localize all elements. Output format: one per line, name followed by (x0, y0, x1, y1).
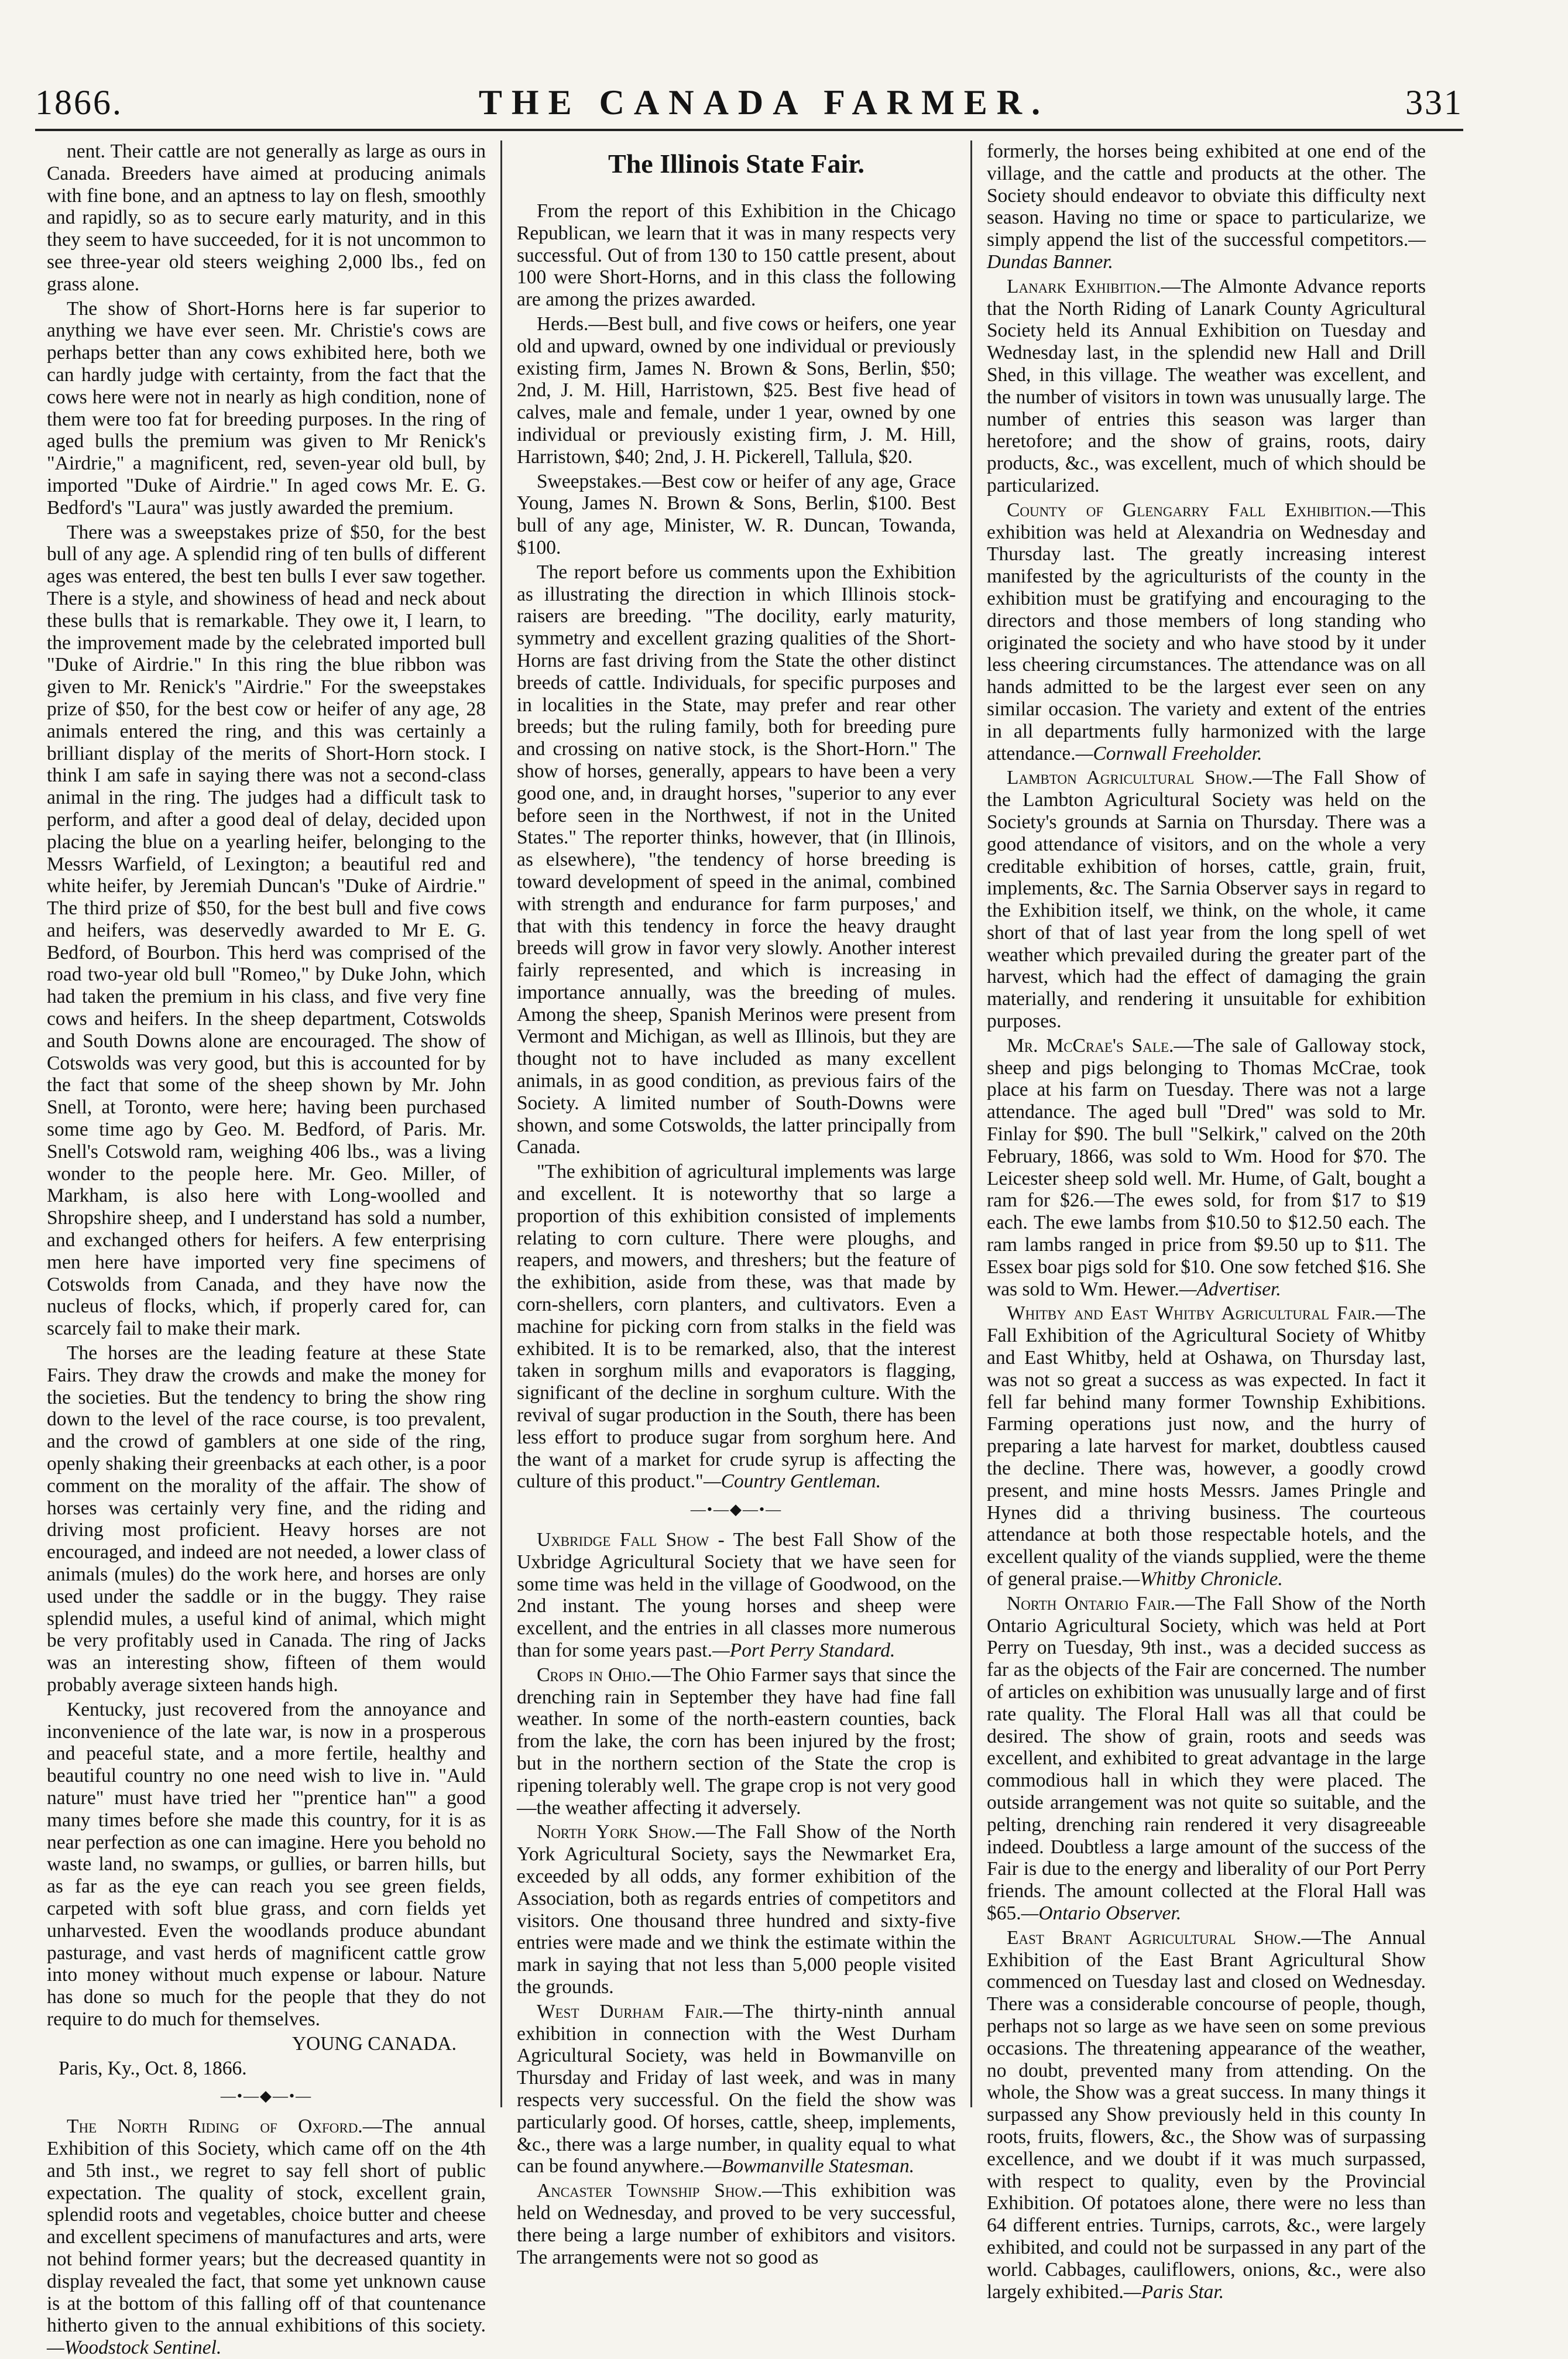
dateline: Paris, Ky., Oct. 8, 1866. (59, 2057, 247, 2079)
item-head: Mr. McCrae's Sale. (1007, 1034, 1174, 1057)
item-head: West Durham Fair. (537, 2000, 723, 2022)
news-item (517, 1821, 956, 1998)
paragraph: nent. Their cattle are not generally as large as ours in Canada. Breeders have aimed at producing animals with fine bone, and an aptness to lay on flesh, smoothly and rapidly, so as to secure early maturity, and in this they seem to have succeeded, for it is not uncommon to see three-year old steers weighing 2,000 lbs., fed on grass alone. (47, 140, 486, 295)
item-head: County of Glengarry Fall Exhibition. (1007, 499, 1371, 521)
item-body: —This exhibition was held at Alexandria on Wednesday and Thursday last. The greatly increasing interest manifested by the agriculturists of the county in the exhibition must be gratifying and encouraging to the directors and those members of long standing who originated the society and who have stood by it under less cheering circumstances. The attendance was on all hands admitted to be the largest ever seen on any similar occasion. The variety and extent of the entries in all departments fully harmonized with the large attendance. (987, 499, 1426, 764)
news-item (517, 2180, 956, 2268)
item-source: —Ontario Observer. (1021, 1902, 1182, 1924)
item-source: —Bowmanville Statesman. (704, 2155, 915, 2178)
item-body: formerly, the horses being exhibited at one end of the village, and the cattle and products at the other. The Society should endeavor to obviate this difficulty next season. Having no time or space to particularize, we simply append the list of the successful competitors. (987, 140, 1426, 251)
page-number: 331 (1405, 83, 1463, 122)
item-head: North Ontario Fair. (1007, 1592, 1176, 1614)
paragraph: The report before us comments upon the Exhibition as illustrating the direction in which Illinois stock-raisers are breeding. "The docility, early maturity, symmetry and excellent grazing qualities of the Short-Horns are fast driving from the State the other distinct breeds of cattle. Individuals, for specific purposes and in localities in the State, may prefer and rear other breeds; but the ruling family, both for breeding pure and crossing on native stock, is the Short-Horn." The show of horses, generally, appears to have been a very good one, and, in draught horses, "superior to any ever before seen in the Northwest, if not in the United States." The reporter thinks, however, that (in Illinois, as elsewhere), "the tendency of horse breeding is toward development of speed in the animal, combined with strength and endurance for farm purposes,' and that with this tendency in force the heavy draught breeds will grow in favor very slowly. Another interest fairly represented, and which is increasing in importance annually, was the breeding of mules. Among the sheep, Spanish Merinos were present from Vermont and Michigan, as well as Illinois, but they are thought not to have included as many excellent animals, in as good condition, as previous fairs of the Society. A limited number of South-Downs were shown, and some Cotswolds, the latter principally from Canada. (517, 561, 956, 1158)
paragraph: The show of Short-Horns here is far superior to anything we have ever seen. Mr. Christie's cows are perhaps better than any cows exhibited here, both we can hardly judge with certainty, from the fact that the cows here were not in nearly as high condition, none of them were too fat for breeding purposes. In the ring of aged bulls the premium was given to Mr Renick's "Airdrie," a magnificent, red, seven-year old bull, by imported "Duke of Airdrie." In aged cows Mr. E. G. Bedford's "Laura" was justly awarded the premium. (47, 297, 486, 519)
item-body: —The Fall Show of the Lambton Agricultural Society was held on the Society's grounds at Sarnia on Thursday. There was a good attendance of visitors, and on the whole a very creditable exhibition of horses, cattle, grain, fruit, implements, &c. The Sarnia Observer says in regard to the Exhibition itself, we think, on the whole, it came short of that of last year from the long spell of wet weather which prevailed during the greater part of the harvest, which had the effect of damaging the grain materially, and rendering it unsuitable for exhibition purposes. (987, 767, 1426, 1033)
item-body: —This exhibition was held on Wednesday, and proved to be very successful, there being a large number of exhibitors and visitors. The arrangements were not so good as (517, 2180, 956, 2268)
news-item (987, 1035, 1426, 1301)
item-body: —The Almonte Advance reports that the North Riding of Lanark County Agricultural Society held its Annual Exhibition on Tuesday and Wednesday last, in the splendid new Hall and Drill Shed, in this village. The weather was excellent, and the number of visitors in town was unusually large. The number of entries this season was larger than heretofore; and the show of grains, roots, dairy products, &c., was excellent, much of which should be particularized. (987, 275, 1426, 496)
paragraph: The horses are the leading feature at these State Fairs. They draw the crowds and make the money for the societies. But the tendency to bring the show ring down to the level of the race course, is too prevalent, and the crowd of gamblers at one side of the ring, openly shaking their greenbacks at each other, is a poor comment on the morality of the affair. The show of horses was certainly very fine, and the riding and driving most proficient. Heavy horses are not encouraged, and indeed are not needed, a lower class of animals (mules) do the work here, and horses are only used under the saddle or in the buggy. They raise splendid mules, a useful kind of animal, which might be very profitably used in Canada. The ring of Jacks was an interesting show, fifteen of them would probably average sixteen hands high. (47, 1342, 486, 1696)
ornament-divider: —•—◆—•— (220, 2087, 313, 2105)
item-head: Lanark Exhibition. (1007, 275, 1161, 297)
news-item (987, 1593, 1426, 1925)
column-3 (975, 140, 1437, 2303)
column-rule (500, 140, 502, 2107)
columns (35, 140, 1463, 2359)
signature: YOUNG CANADA. (291, 2032, 457, 2055)
item-head: Lambton Agricultural Show. (1007, 767, 1253, 789)
item-head: Ancaster Township Show. (537, 2180, 763, 2202)
news-item (987, 499, 1426, 765)
item-source: —Dundas Banner. (987, 229, 1426, 273)
masthead-title: THE CANADA FARMER. (478, 83, 1050, 122)
paragraph (517, 1161, 956, 1493)
paragraph-text: "The exhibition of agricultural implements was large and excellent. It is noteworthy that so large a proportion of this exhibition consisted of implements relating to corn culture. There were ploughs, and reapers, and mowers, and threshers; but the feature of the exhibition, aside from these, was that made by corn-shellers, corn planters, and cultivators. Even a machine for picking corn from stalks in the field was exhibited. It is to be remarked, also, that the interest taken in sorghum mills and evaporators is flagging, significant of the decline in sorghum culture. With the revival of sugar production in the South, there has been less effort to produce sugar from sorghum here. And the want of a market for crude syrup is affecting the culture of this product." (517, 1161, 956, 1493)
news-item (987, 140, 1426, 273)
column-2 (505, 140, 967, 2268)
item-body: —The sale of Galloway stock, sheep and pigs belonging to Thomas McCrae, took place at his farm on Tuesday. There was not a large attendance. The aged bull "Dred" was sold to Mr. Finlay for $90. The bull "Selkirk," calved on the 20th February, 1866, was sold to Wm. Hood for $70. The Leicester sheep sold well. Mr. Hume, of Galt, bought a ram for $26.—The ewes sold, for from $17 to $19 each. The ewe lambs from $10.50 to $12.50 each. The ram lambs ranged in price from $9.50 up to $11. The Essex boar pigs sold for $10. One sow fetched $16. She was sold to Wm. Hewer. (987, 1034, 1426, 1300)
item-body: —The Fall Show of the North Ontario Agricultural Society, which was held at Port Perry on Tuesday, 9th inst., was a decided success as far as the objects of the Fair are concerned. The number of articles on exhibition was unusually large and of first rate quality. The Floral Hall was all that could be desired. The show of grain, roots and seeds was excellent, and exhibited to great advantage in the large commodious hall in which they were placed. The outside arrangement was not quite so suitable, and the pelting, drenching rain rendered it very disagreeable indeed. Doubtless a large amount of the success of the Fair is due to the energy and liberality of our Port Perry friends. The amount collected at the Floral Hall was $65. (987, 1592, 1426, 1924)
item-head: Crops in Ohio. (537, 1664, 651, 1686)
item-source: —Cornwall Freeholder. (1075, 742, 1262, 764)
item-head: Whitby and East Whitby Agricultural Fair. (1007, 1302, 1376, 1325)
paragraph: Sweepstakes.—Best cow or heifer of any age, Grace Young, James N. Brown & Sons, Berlin, $100. Best bull of any age, Minister, W. R. Duncan, Towanda, $100. (517, 470, 956, 558)
masthead-year: 1866. (35, 83, 123, 122)
news-item (517, 2001, 956, 2178)
column-1 (35, 140, 497, 2359)
item-head: Uxbridge Fall Show (537, 1529, 709, 1551)
paragraph: There was a sweepstakes prize of $50, for the best bull of any age. A splendid ring of ten bulls of different ages was entered, the best ten bulls I ever saw together. There is a style, and showiness of head and neck about these bulls that is remarkable. They owe it, I learn, to the improvement made by the celebrated imported bull "Duke of Airdrie." In this ring the blue ribbon was given to Mr. Renick's "Airdrie." For the sweepstakes prize of $50, for the best cow or heifer of any age, 28 animals entered the ring, and this was certainly a brilliant display of the merits of Short-Horn stock. I think I am safe in saying there was not a second-class animal in the ring. The judges had a difficult task to perform, and after a good deal of delay, decided upon placing the blue on a yearling heifer, belonging to the Messrs Warfield, of Lexington; a beautiful red and white heifer, by Jeremiah Duncan's "Duke of Airdrie." The third prize of $50, for the best bull and five cows and heifers, was deservedly awarded to Mr E. G. Bedford, of Bourbon. This herd was comprised of the road two-year old bull "Romeo," by Duke John, which had taken the premium in his class, and five very fine cows and heifers. In the sheep department, Cotswolds and South Downs alone are encouraged. The show of Cotswolds was very good, but this is accounted for by the fact that some of the sheep shown by Mr. John Snell, at Toronto, were here; having been purchased some time ago by Geo. M. Bedford, of Paris. Mr. Snell's Cotswold ram, weighing 406 lbs., was a living wonder to the people here. Mr. Geo. Miller, of Markham, is also here with Long-woolled and Shropshire sheep, and I understand has sold a number, and exchanged others for heifers. A few enterprising men here have imported very fine specimens of Cotswolds from Canada, and they have now the nucleus of flocks, which, if properly cared for, can scarcely fail to make their mark. (47, 521, 486, 1340)
column-rule (970, 140, 972, 2107)
news-item (987, 1302, 1426, 1590)
item-source: —Advertiser. (1179, 1278, 1281, 1300)
item-source: —Port Perry Standard. (712, 1640, 895, 1661)
item-body: —The thirty-ninth annual exhibition in connection with the West Durham Agricultural Society, was held in Bowmanville on Thursday and Friday of last week, and was in many respects very successful. On the field the show was particularly good. Of horses, cattle, sheep, implements, &c., there was a large number, in quality equal to what can be found anywhere. (517, 2000, 956, 2178)
masthead (35, 76, 1463, 131)
item-body: —The annual Exhibition of this Society, which came off on the 4th and 5th inst., we regret to say fell short of public expectation. The quality of stock, excellent grain, splendid roots and vegetables, choice butter and cheese and excellent specimens of manufactures and arts, were not behind former years; but the decreased quantity in display revealed the fact, that some yet unknown cause is at the bottom of this falling off of that countenance hitherto given to the annual exhibitions of this society. (47, 2115, 486, 2337)
item-head: The North Riding of Oxford. (67, 2115, 363, 2138)
article-source: —Country Gentleman. (703, 1470, 881, 1493)
article-title: The Illinois State Fair. (608, 149, 864, 179)
news-item (987, 1927, 1426, 2303)
paragraph: Kentucky, just recovered from the annoyance and inconvenience of the late war, is now in a prosperous and peaceful state, and a more fertile, healthy and beautiful country no one need wish to live in. "Auld nature" must have tried her "'prentice han'" a good many times before she made this country, for it is as near perfection as one can imagine. Here you behold no waste land, no swamps, or gullies, or barren hills, but as far as the eye can reach you see green fields, carpeted with soft blue grass, and corn fields yet unharvested. Even the woodlands produce abundant pasturage, and vast herds of magnificent cattle grow into money without much expense or labour. Nature has done so much for the people that they do not require to do much for themselves. (47, 1698, 486, 2030)
item-head: East Brant Agricultural Show. (1007, 1926, 1302, 1949)
item-head: North York Show. (537, 1821, 696, 1843)
item-body: - The best Fall Show of the Uxbridge Agricultural Society that we have seen for some time was held in the village of Goodwood, on the 2nd instant. The young horses and sheep were excellent, and the entries in all classes more numerous than for some years past. (517, 1529, 956, 1661)
paragraph: Herds.—Best bull, and five cows or heifers, one year old and upward, owned by one individual or previously existing firm, James N. Brown & Sons, Berlin, $50; 2nd, J. M. Hill, Harristown, $25. Best five head of calves, male and female, under 1 year, owned by one individual or previously existing firm, J. M. Hill, Harristown, $40; 2nd, J. H. Pickerell, Tallula, $20. (517, 313, 956, 468)
news-item (987, 276, 1426, 497)
item-body: —The Ohio Farmer says that since the drenching rain in September they have had fine fall weather. In some of the north-eastern counties, back from the lake, the corn has been injured by the frost; but in the northern section of the State the crop is ripening tolerably well. The grape crop is not very good—the weather affecting it adversely. (517, 1664, 956, 1819)
item-source: —Paris Star. (1123, 2281, 1224, 2303)
item-body: —The Fall Exhibition of the Agricultural Society of Whitby and East Whitby, held at Oshawa, on Thursday last, was not so great a success as was expected. In fact it fell far behind many former Township Exhibitions. Farming operations just now, and the hurry of preparing a late harvest for market, doubtless caused the decline. There was, however, a goodly crowd present, and mine hosts Messrs. James Pringle and Hynes did a thriving business. The courteous attendance at both those respectable hotels, and the excellent quality of the viands supplied, were the theme of general praise. (987, 1302, 1426, 1590)
news-item (987, 767, 1426, 1033)
news-item (517, 1529, 956, 1662)
item-source: —Whitby Chronicle. (1122, 1568, 1283, 1590)
news-item (47, 2115, 486, 2359)
news-item (517, 1664, 956, 1819)
item-source: —Woodstock Sentinel. (47, 2337, 222, 2359)
item-body: —The Annual Exhibition of the East Brant Agricultural Show commenced on Tuesday last and closed on Wednesday. There was a considerable concourse of people, though, perhaps not so large as we have seen on some previous occasions. The threatening appearance of the weather, no doubt, prevented many from attending. On the whole, the Show was a great success. In many things it surpassed any Show previously held in this county In roots, fruits, flowers, &c., the Show was of surpassing excellence, and we doubt if it was much surpassed, with respect to quality, even by the Provincial Exhibition. Of potatoes alone, there were no less than 64 different entries. Turnips, carrots, &c., were largely exhibited, and could not be surpassed in any part of the world. Cabbages, cauliflowers, onions, &c., were also largely exhibited. (987, 1926, 1426, 2303)
item-body: —The Fall Show of the North York Agricultural Society, says the Newmarket Era, exceeded by all odds, any former exhibition of the Association, both as regards entries of competitors and visitors. One thousand three hundred and sixty-five entries were made and we think the estimate within the mark in saying that not less than 5,000 people visited the grounds. (517, 1821, 956, 1998)
paragraph: From the report of this Exhibition in the Chicago Republican, we learn that it was in many respects very successful. Out of from 130 to 150 cattle present, about 100 were Short-Horns, and in this class the following are among the prizes awarded. (517, 200, 956, 311)
ornament-divider: —•—◆—•— (690, 1501, 783, 1518)
